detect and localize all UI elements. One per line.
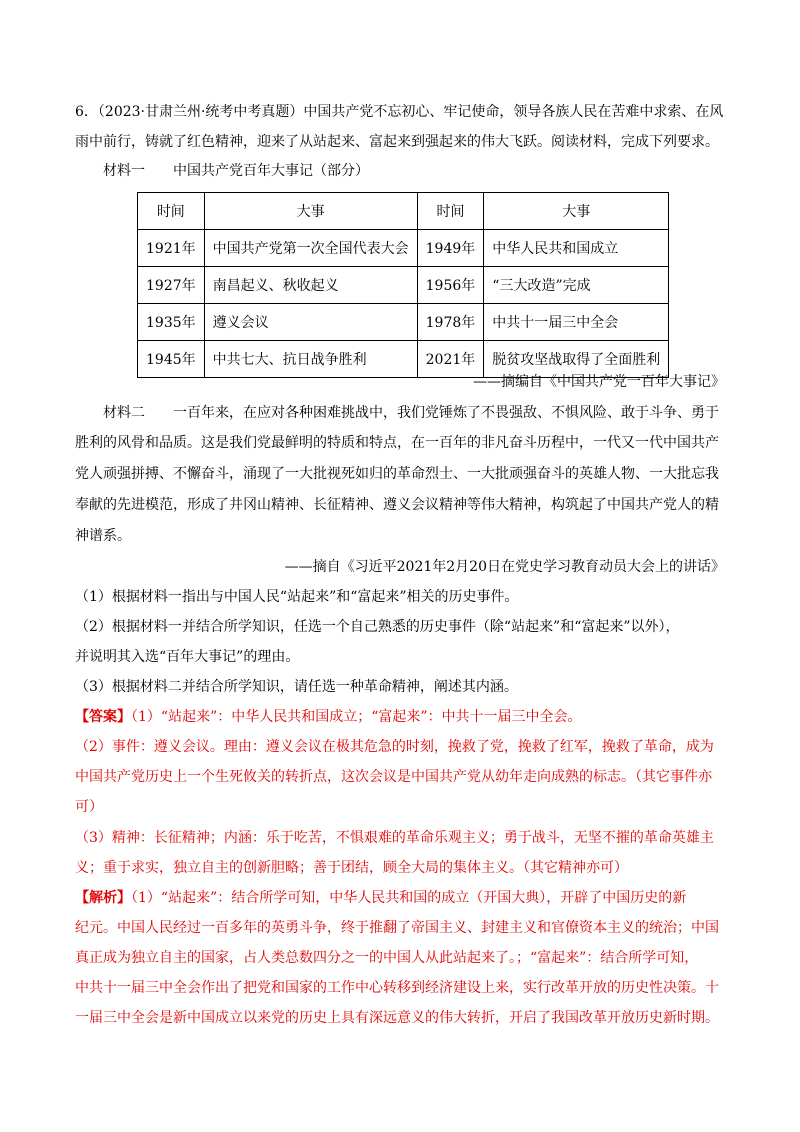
event-cell: “三大改造”完成 <box>484 267 669 304</box>
year-cell: 1921年 <box>138 230 205 267</box>
table-row <box>138 230 669 267</box>
event-cell: 中华人民共和国成立 <box>484 230 669 267</box>
answer-tag: 【答案】 <box>75 709 131 725</box>
answer-line-4: 可） <box>75 799 103 815</box>
material2-source: ——摘自《习近平2021年2月20日在党史学习教育动员大会上的讲话》 <box>284 559 725 575</box>
event-cell: 脱贫攻坚战取得了全面胜利 <box>484 341 669 378</box>
year-cell: 1935年 <box>138 304 205 341</box>
event-cell: 南昌起义、秋收起义 <box>204 267 417 304</box>
analysis-line-2: 纪元。中国人民经过一百多年的英勇斗争，终于推翻了帝国主义、封建主义和官僚资本主义的统治；中国 <box>75 920 719 936</box>
header-time-2: 时间 <box>417 193 484 230</box>
year-cell: 1945年 <box>138 341 205 378</box>
material2-line-3: 党人顽强拼搏、不懈奋斗，涌现了一大批视死如归的革命烈士、一大批顽强奋斗的英雄人物、一大批忘我 <box>75 466 719 482</box>
event-cell: 中国共产党第一次全国代表大会 <box>204 230 417 267</box>
table-row <box>138 267 669 304</box>
answer-line-5: （3）精神：长征精神；内涵：乐于吃苦，不惧艰难的革命乐观主义；勇于战斗，无坚不摧的革命英雄主 <box>75 830 714 846</box>
answer-line-2: （2）事件：遵义会议。理由：遵义会议在极其危急的时刻，挽救了党，挽救了红军，挽救了革命，成为 <box>75 739 714 755</box>
material1-source: ——摘编自《中国共产党一百年大事记》 <box>473 374 725 390</box>
material1-title: 材料一 中国共产党百年大事记（部分） <box>103 163 369 179</box>
event-cell: 中共十一届三中全会 <box>484 304 669 341</box>
event-cell: 中共七大、抗日战争胜利 <box>204 341 417 378</box>
analysis-tag: 【解析】 <box>75 890 131 906</box>
subquestion-2-continued: 并说明其入选“百年大事记”的理由。 <box>75 649 300 665</box>
analysis-line-5: 一届三中全会是新中国成立以来党的历史上具有深远意义的伟大转折，开启了我国改革开放历史新时期。 <box>75 1010 719 1026</box>
answer-part-1: （1）“站起来”：中华人民共和国成立；“富起来”：中共十一届三中全会。 <box>131 709 582 725</box>
material2-line-4: 奉献的先进模范，形成了井冈山精神、长征精神、遵义会议精神等伟大精神，构筑起了中国共产党人的精 <box>75 497 719 513</box>
year-cell: 1978年 <box>417 304 484 341</box>
event-cell: 遵义会议 <box>204 304 417 341</box>
table-row <box>138 304 669 341</box>
year-cell: 2021年 <box>417 341 484 378</box>
analysis-line-4: 中共十一届三中全会作出了把党和国家的工作中心转移到经济建设上来，实行改革开放的历史性决策。十 <box>75 980 719 996</box>
answer-line-3: 中国共产党历史上一个生死攸关的转折点，这次会议是中国共产党从幼年走向成熟的标志。（其它事件亦 <box>75 769 712 785</box>
analysis-line-3: 真正成为独立自主的国家，占人类总数四分之一的中国人从此站起来了。；“富起来”：结合所学可知， <box>75 950 699 966</box>
material2-line-1: 材料二 一百年来，在应对各种困难挑战中，我们党锤炼了不畏强敌、不惧风险、敢于斗争、勇于 <box>103 405 719 421</box>
question-stem-line-1: 6．（2023·甘肃兰州·统考中考真题）中国共产党不忘初心、牢记使命，领导各族人民在苦难中求索、在风 <box>75 104 724 120</box>
answer-line-1 <box>75 707 582 727</box>
header-event-2: 大事 <box>484 193 669 230</box>
subquestion-1: （1）根据材料一指出与中国人民“站起来”和“富起来”相关的历史事件。 <box>75 589 519 605</box>
events-table <box>137 192 669 378</box>
question-stem-line-2: 雨中前行，铸就了红色精神，迎来了从站起来、富起来到强起来的伟大飞跃。阅读材料，完成下列要求。 <box>75 134 719 150</box>
answer-line-6: 义；重于求实，独立自主的创新胆略；善于团结，顾全大局的集体主义。（其它精神亦可） <box>75 860 628 876</box>
year-cell: 1927年 <box>138 267 205 304</box>
header-time-1: 时间 <box>138 193 205 230</box>
header-event-1: 大事 <box>204 193 417 230</box>
year-cell: 1949年 <box>417 230 484 267</box>
subquestion-2: （2）根据材料一并结合所学知识，任选一个自己熟悉的历史事件（除“站起来”和“富起来”以外）， <box>75 619 680 635</box>
analysis-part-1: （1）“站起来”：结合所学可知，中华人民共和国的成立（开国大典），开辟了中国历史的新 <box>131 890 687 906</box>
table-header-row <box>138 193 669 230</box>
material2-line-2: 胜利的风骨和品质。这是我们党最鲜明的特质和特点，在一百年的非凡奋斗历程中，一代又一代中国共产 <box>75 435 719 451</box>
subquestion-3: （3）根据材料二并结合所学知识，请任选一种革命精神，阐述其内涵。 <box>75 679 518 695</box>
analysis-line-1 <box>75 888 686 908</box>
year-cell: 1956年 <box>417 267 484 304</box>
material2-line-5: 神谱系。 <box>75 528 131 544</box>
